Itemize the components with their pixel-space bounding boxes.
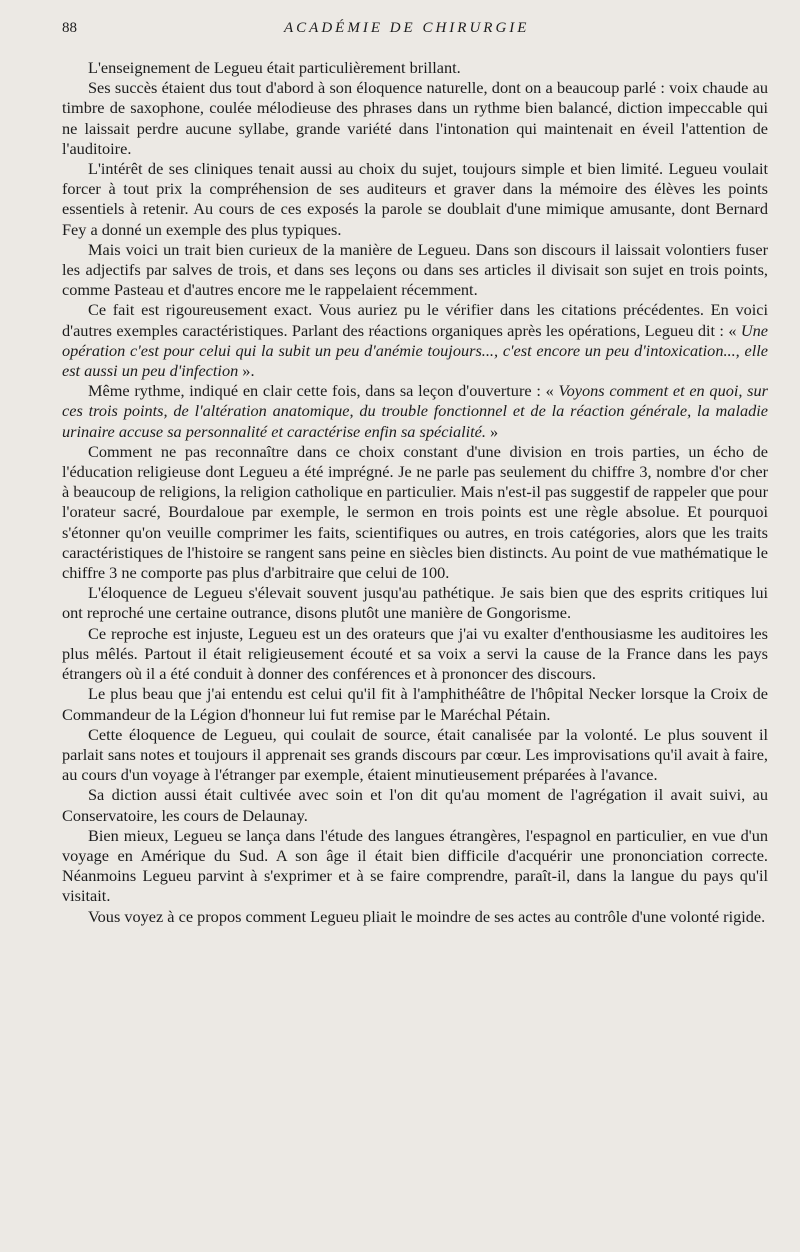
text-run: Bien mieux, Legueu se lança dans l'étude des langues étrangères, l'espagnol en particulier, en vue d'un voyage en Amérique du Sud. A son âge il était bien difficile d'acquérir une prononciation correcte. Néanmoins Legueu parvint à s'exprimer et à se faire comprendre, paraît-il, dans la langue du pays qu'il visitait. <box>62 825 768 906</box>
text-run: L'éloquence de Legueu s'élevait souvent jusqu'au pathétique. Je sais bien que des esprits critiques lui ont reproché une certaine outrance, disons plutôt une manière de Gongorisme. <box>62 583 768 623</box>
paragraph <box>62 381 768 442</box>
text-run: Mais voici un trait bien curieux de la manière de Legueu. Dans son discours il laissait volontiers fuser les adjectifs par salves de trois, et dans ses leçons ou dans ses articles il divisait son sujet en trois points, comme Pasteau et d'autres encore me le rappelaient récemment. <box>62 239 768 300</box>
text-run: Ses succès étaient dus tout d'abord à son éloquence naturelle, dont on a beaucoup parlé : voix chaude au timbre de saxophone, coulée mélodieuse des phrases dans un rythme bien balancé, diction impeccable qui ne laissait perdre aucune syllabe, grande variété dans l'intonation qui maintenait en éveil l'attention de l'auditoire. <box>62 78 768 158</box>
text-run: Ce fait est rigoureusement exact. Vous auriez pu le vérifier dans les citations précédentes. En voici d'autres exemples caractéristiques. Parlant des réactions organiques après les opérations, Legueu dit : « <box>62 300 768 340</box>
running-head: ACADÉMIE DE CHIRURGIE <box>284 20 530 36</box>
text-run: Même rythme, indiqué en clair cette fois, dans sa leçon d'ouverture : « <box>88 381 559 401</box>
text-run: Le plus beau que j'ai entendu est celui qu'il fit à l'amphithéâtre de l'hôpital Necker lorsque la Croix de Commandeur de la Légion d'honneur lui fut remise par le Maréchal Pétain. <box>62 684 768 724</box>
text-run: Ce reproche est injuste, Legueu est un des orateurs que j'ai vu exalter d'enthousiasme les auditoires les plus mêlés. Partout il était religieusement écouté et sa voix a servi la cause de la France dans les pays étrangers où il a été conduit à donner des conférences et à prononcer des discours. <box>62 623 768 684</box>
paragraph <box>62 684 768 724</box>
body-text <box>62 58 768 927</box>
italic-quote: Une opération c'est pour celui qui la subit un peu d'anémie toujours..., c'est encore un peu d'intoxication..., elle est aussi un peu d'infection <box>62 320 768 381</box>
text-run: Cette éloquence de Legueu, qui coulait de source, était canalisée par la volonté. Le plus souvent il parlait sans notes et toujours il apprenait ses grands discours par cœur. Les improvisations qu'il avait à faire, au cours d'un voyage à l'étranger par exemple, étaient minutieusement préparées à l'avance. <box>62 724 768 785</box>
italic-quote: Voyons comment et en quoi, sur ces trois points, de l'altération anatomique, du trouble fonctionnel et de la réaction générale, la maladie urinaire accuse sa personnalité et caractérise enfin sa spécialité. <box>62 381 768 441</box>
text-run: Comment ne pas reconnaître dans ce choix constant d'une division en trois parties, un écho de l'éducation religieuse dont Legueu a été imprégné. Je ne parle pas seulement du chiffre 3, nombre d'or cher à beaucoup de religions, la religion catholique en particulier. Mais n'est-il pas suggestif de rappeler que pour l'orateur sacré, Bourdaloue par exemple, le sermon en trois points est une règle absolue. Et pourquoi s'étonner qu'on veuille comprimer les faits, scientifiques ou autres, en trois catégories, alors que les traits caractéristiques de l'histoire se rangent sans peine en siècles bien distincts. Au point de vue mathématique le chiffre 3 ne comporte pas plus d'arbitraire que celui de 100. <box>62 441 768 583</box>
paragraph <box>62 624 768 685</box>
paragraph <box>62 442 768 583</box>
text-run: L'intérêt de ses cliniques tenait aussi au choix du sujet, toujours simple et bien limité. Legueu voulait forcer à tout prix la compréhension de ses auditeurs et graver dans la mémoire des élèves les points essentiels à retenir. Au cours de ces exposés la parole se doublait d'une mimique amusante, dont Bernard Fey a donné un exemple des plus typiques. <box>62 159 768 239</box>
paragraph <box>62 785 768 825</box>
paragraph <box>62 159 768 240</box>
paragraph <box>62 583 768 623</box>
paragraph <box>62 826 768 907</box>
paragraph <box>62 240 768 301</box>
text-run: ». <box>238 361 255 381</box>
paragraph <box>62 725 768 786</box>
text-run: Sa diction aussi était cultivée avec soin et l'on dit qu'au moment de l'agrégation il avait suivi, au Conservatoire, les cours de Delaunay. <box>62 785 768 825</box>
paragraph <box>62 300 768 381</box>
text-run: L'enseignement de Legueu était particulièrement brillant. <box>88 58 461 77</box>
page-header <box>62 20 772 44</box>
paragraph <box>62 907 768 927</box>
page-number: 88 <box>62 20 77 36</box>
text-run: Vous voyez à ce propos comment Legueu pliait le moindre de ses actes au contrôle d'une volonté rigide. <box>88 906 766 926</box>
paragraph <box>62 58 768 78</box>
text-run: » <box>485 421 499 441</box>
paragraph <box>62 78 768 159</box>
